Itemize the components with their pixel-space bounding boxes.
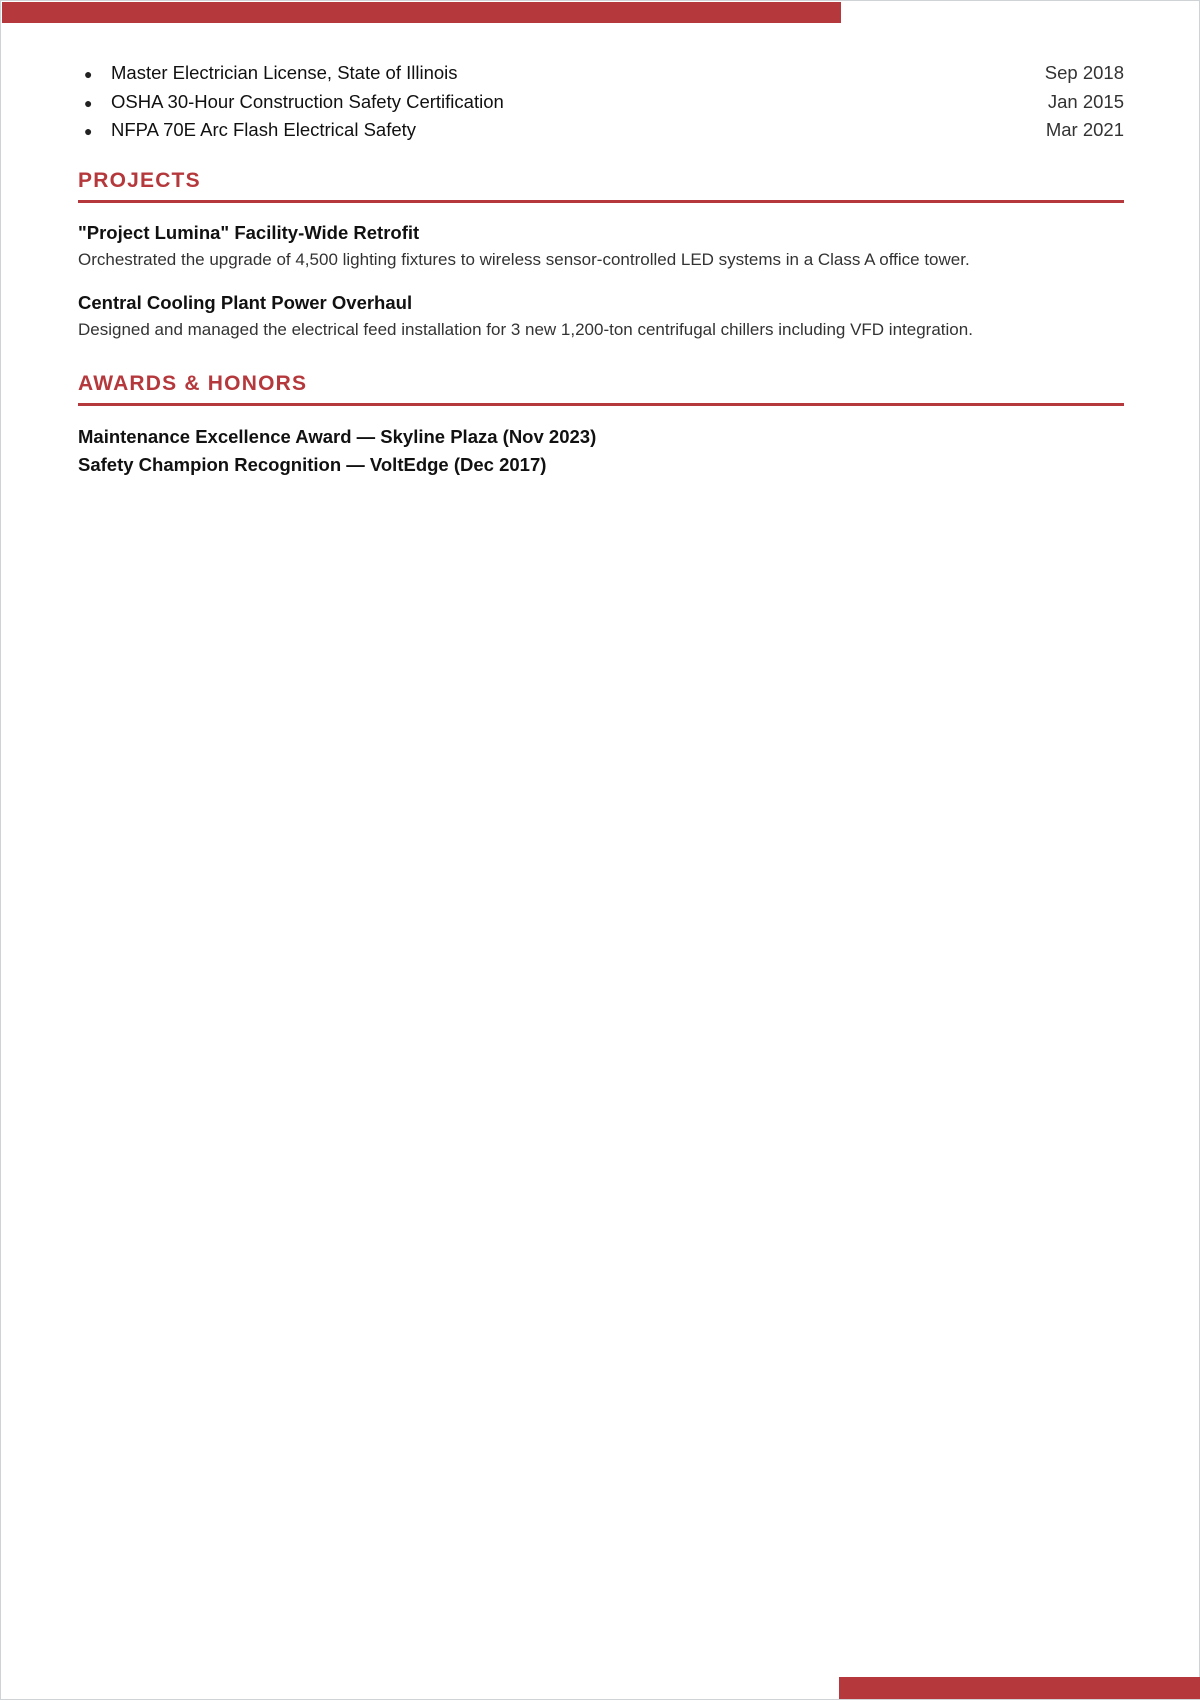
top-accent-bar	[2, 2, 841, 23]
bullet-icon: ●	[84, 66, 93, 82]
projects-heading: PROJECTS	[78, 168, 201, 192]
certification-item	[78, 59, 1124, 88]
awards-heading: AWARDS & HONORS	[78, 371, 308, 395]
project-item	[78, 291, 1124, 342]
projects-divider	[78, 200, 1124, 203]
certification-name: OSHA 30-Hour Construction Safety Certification	[111, 90, 504, 112]
project-title: Central Cooling Plant Power Overhaul	[78, 291, 413, 313]
awards-section	[78, 370, 1124, 480]
project-item	[78, 221, 1124, 272]
certification-name-wrapper	[78, 88, 504, 118]
bottom-accent-bar	[839, 1677, 1200, 1699]
projects-section	[78, 167, 1124, 342]
bullet-icon: ●	[84, 123, 93, 139]
award-item: Safety Champion Recognition — VoltEdge (Dec 2017)	[78, 454, 547, 475]
certification-item	[78, 88, 1124, 117]
awards-list	[78, 423, 1124, 480]
certification-name: Master Electrician License, State of Illinois	[111, 62, 458, 83]
project-description: Orchestrated the upgrade of 4,500 lighting fixtures to wireless sensor-controlled LED systems in a Class A office tower.	[78, 249, 970, 269]
project-title: "Project Lumina" Facility-Wide Retrofit	[78, 221, 420, 243]
bullet-icon: ●	[84, 94, 93, 111]
awards-divider	[78, 403, 1124, 406]
certification-name: NFPA 70E Arc Flash Electrical Safety	[111, 119, 417, 140]
award-item: Maintenance Excellence Award — Skyline Plaza (Nov 2023)	[78, 425, 597, 447]
certification-date: Jan 2015	[1047, 90, 1124, 112]
certification-item	[78, 116, 1124, 145]
certification-name-wrapper	[78, 59, 458, 89]
resume-content	[78, 59, 1124, 480]
certification-name-wrapper	[78, 116, 416, 146]
project-description: Designed and managed the electrical feed installation for 3 new 1,200-ton centrifugal chillers including VFD integration.	[78, 319, 973, 339]
certification-date: Mar 2021	[1045, 119, 1124, 140]
certifications-list	[78, 59, 1124, 145]
certification-date: Sep 2018	[1044, 62, 1124, 83]
